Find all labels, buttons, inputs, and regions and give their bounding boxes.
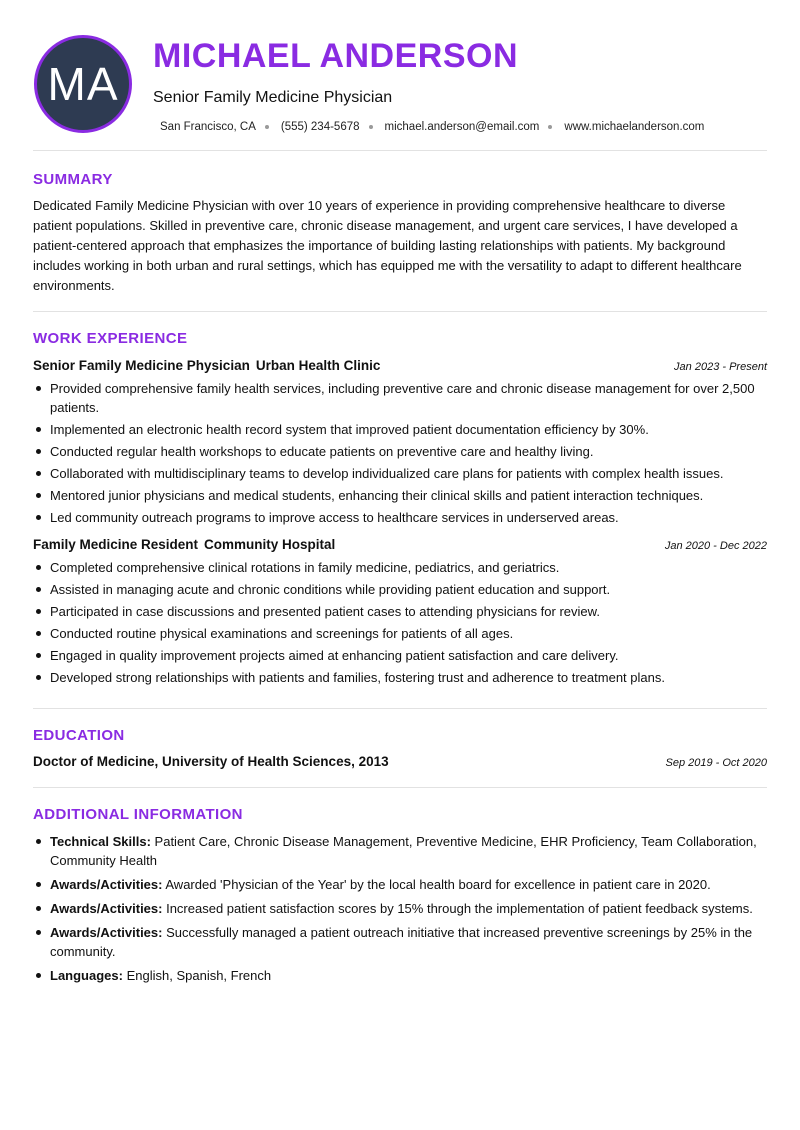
item-text: Awarded 'Physician of the Year' by the local health board for excellence in patient care in 2020. (165, 877, 711, 892)
job-title-line (33, 537, 335, 552)
list-item: Conducted routine physical examinations and screenings for patients of all ages. (33, 624, 767, 643)
job-organization: Community Hospital (204, 537, 336, 552)
job-role: Senior Family Medicine Physician (33, 358, 250, 373)
education-entry (33, 754, 767, 769)
list-item (33, 966, 767, 985)
item-text: Patient Care, Chronic Disease Management, Preventive Medicine, EHR Proficiency, Team Collaboration, Community Health (50, 834, 757, 868)
item-label: Awards/Activities: (50, 901, 163, 916)
item-label: Awards/Activities: (50, 877, 163, 892)
list-item: Engaged in quality improvement projects aimed at enhancing patient satisfaction and care delivery. (33, 646, 767, 665)
section-title: SUMMARY (33, 171, 113, 188)
separator-dot-icon (548, 125, 552, 129)
avatar-initials: MA (47, 58, 119, 110)
list-item (33, 923, 767, 961)
job-entry (33, 537, 767, 687)
list-item: Collaborated with multidisciplinary teams to develop individualized care plans for patients with complex health issues. (33, 464, 767, 483)
job-dates: Jan 2020 - Dec 2022 (664, 540, 767, 552)
list-item: Participated in case discussions and presented patient cases to attending physicians for review. (33, 602, 767, 621)
additional-information-section (33, 788, 767, 985)
list-item: Assisted in managing acute and chronic conditions while providing patient education and support. (33, 580, 767, 599)
separator-dot-icon (265, 125, 269, 129)
item-label: Languages: (50, 968, 123, 983)
list-item: Completed comprehensive clinical rotations in family medicine, pediatrics, and geriatrics. (33, 558, 767, 577)
contact-location: San Francisco, CA (160, 121, 256, 133)
job-header (33, 537, 767, 552)
list-item: Led community outreach programs to improve access to healthcare services in underserved areas. (33, 508, 767, 527)
additional-list (33, 832, 767, 985)
contact-bar (160, 121, 704, 133)
list-item (33, 832, 767, 870)
item-text: English, Spanish, French (126, 968, 272, 983)
section-title: WORK EXPERIENCE (33, 330, 188, 347)
item-label: Technical Skills: (50, 834, 151, 849)
list-item: Provided comprehensive family health services, including preventive care and chronic disease management for over 2,500 patients. (33, 379, 767, 417)
job-role: Family Medicine Resident (33, 537, 199, 552)
separator-dot-icon (369, 125, 373, 129)
avatar (34, 35, 132, 133)
job-title-line (33, 358, 380, 373)
list-item (33, 899, 767, 918)
summary-section (33, 151, 767, 312)
job-entry (33, 358, 767, 527)
item-text: Successfully managed a patient outreach initiative that increased preventive screenings by 25% in the community. (50, 925, 753, 959)
job-bullets (33, 558, 767, 687)
education-section (33, 709, 767, 788)
contact-website[interactable]: www.michaelanderson.com (564, 121, 705, 133)
job-bullets (33, 379, 767, 527)
item-text: Increased patient satisfaction scores by 15% through the implementation of patient feedback systems. (166, 901, 753, 916)
job-organization: Urban Health Clinic (255, 358, 381, 373)
education-degree: Doctor of Medicine, University of Health Sciences, 2013 (33, 754, 389, 769)
summary-text: Dedicated Family Medicine Physician with over 10 years of experience in providing comprehensive healthcare to diverse patient populations. Skilled in preventive care, chronic disease management, and urgent care services, I have developed a patient-centered approach that emphasizes the importance of building lasting relationships with patients. My background includes working in both urban and rural settings, which has equipped me with the versatility to adapt to different healthcare environments. (33, 198, 742, 293)
job-dates: Jan 2023 - Present (674, 361, 767, 373)
list-item: Mentored junior physicians and medical students, enhancing their clinical skills and patient interaction techniques. (33, 486, 767, 505)
contact-phone: (555) 234-5678 (280, 121, 360, 133)
list-item: Developed strong relationships with patients and families, fostering trust and adherence to treatment plans. (33, 668, 767, 687)
candidate-title: Senior Family Medicine Physician (153, 89, 393, 106)
contact-email[interactable]: michael.anderson@email.com (384, 121, 540, 133)
education-dates: Sep 2019 - Oct 2020 (665, 757, 767, 769)
list-item: Implemented an electronic health record system that improved patient documentation efficiency by 30%. (33, 420, 767, 439)
candidate-name: MICHAEL ANDERSON (153, 37, 519, 75)
section-title: EDUCATION (33, 727, 125, 744)
section-title: ADDITIONAL INFORMATION (33, 806, 243, 823)
resume-header (33, 0, 767, 151)
list-item: Conducted regular health workshops to educate patients on preventive care and healthy living. (33, 442, 767, 461)
work-experience-section (33, 312, 767, 709)
item-label: Awards/Activities: (50, 925, 163, 940)
list-item (33, 875, 767, 894)
job-header (33, 358, 767, 373)
